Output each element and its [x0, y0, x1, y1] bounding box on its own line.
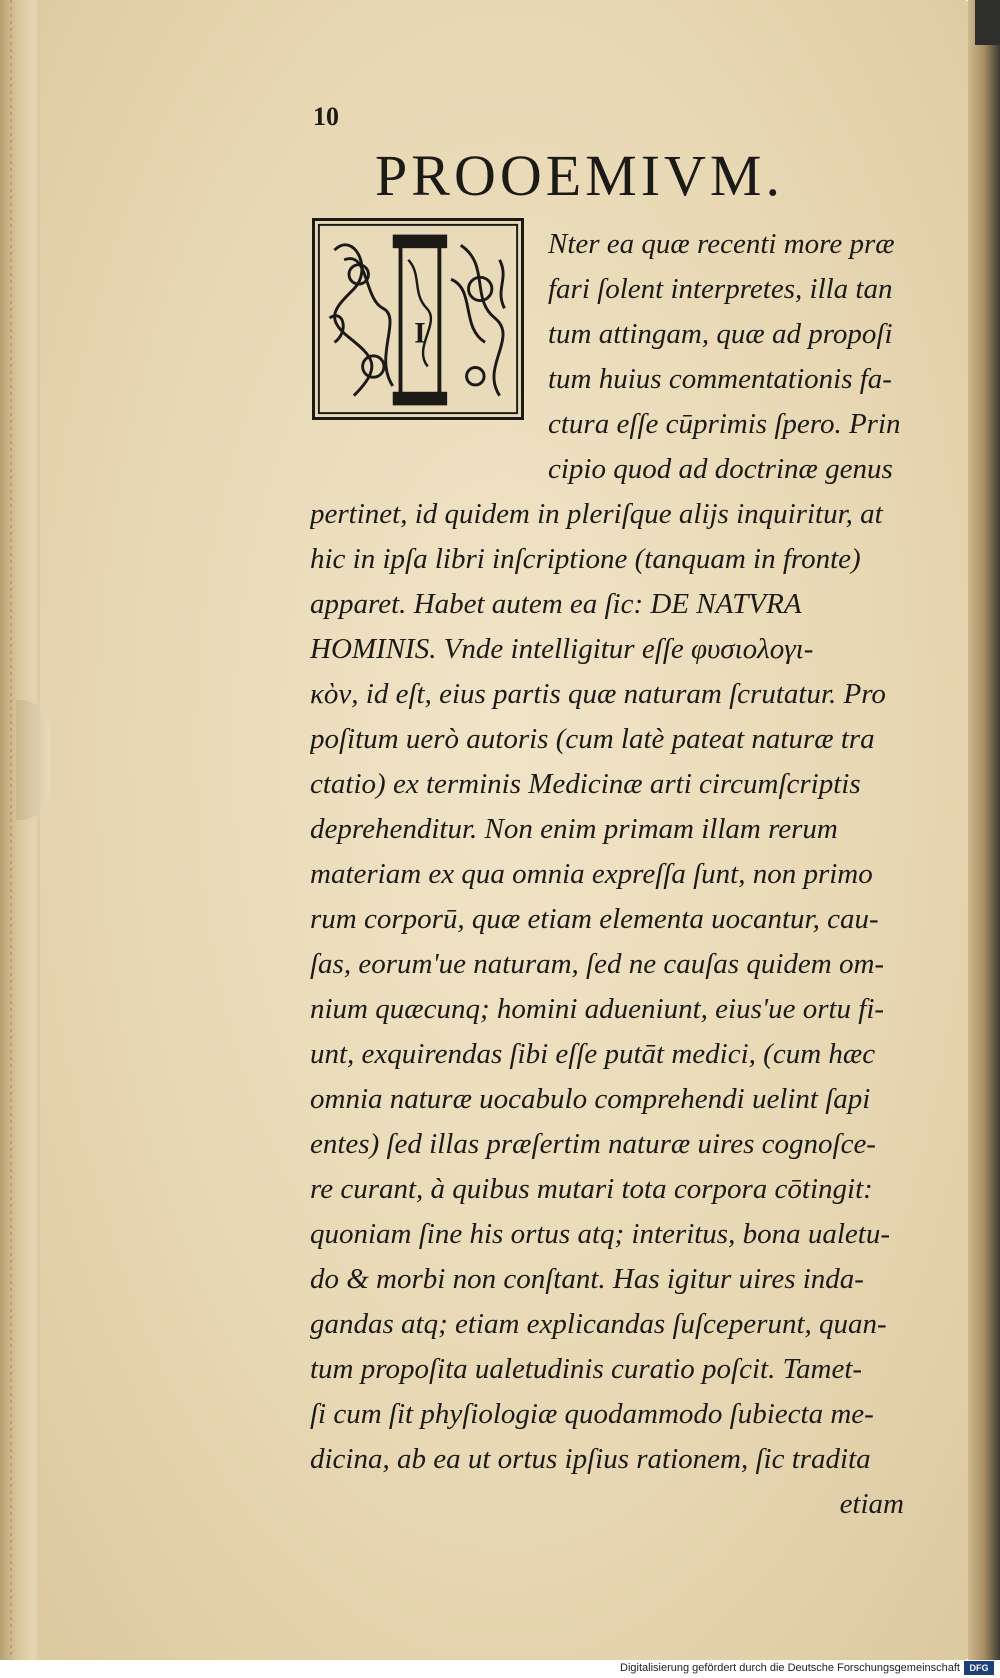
text-line: fari ſolent interpretes, illa tan: [548, 273, 893, 305]
page-heading: PROOEMIVM.: [375, 143, 784, 208]
text-line: κὸν, id eſt, eius partis quæ naturam ſcrutatur. Pro: [310, 678, 886, 710]
text-line: deprehenditur. Non enim primam illam rerum: [310, 813, 838, 845]
funding-credit: Digitalisierung gefördert durch die Deutsche Forschungsgemeinschaft: [620, 1662, 960, 1674]
text-line: ctura eſſe cūprimis ſpero. Prin: [548, 408, 901, 440]
text-line: tum huius commentationis fa-: [548, 363, 892, 395]
page-clasp: [16, 700, 50, 820]
text-line: unt, exquirendas ſibi eſſe putāt medici, (cum hæc: [310, 1038, 876, 1070]
text-line: materiam ex qua omnia expreſſa ſunt, non primo: [310, 858, 873, 890]
text-line: ſas, eorum'ue naturam, ſed ne cauſas quidem om-: [310, 948, 885, 980]
text-line: entes) ſed illas præſertim naturæ uires cognoſce-: [310, 1128, 876, 1160]
text-line: quoniam ſine his ortus atq; interitus, bona ualetu-: [310, 1218, 890, 1250]
text-line: gandas atq; etiam explicandas ſuſceperunt, quan-: [310, 1308, 887, 1340]
catchword: etiam: [839, 1488, 904, 1520]
page-number: 10: [313, 102, 339, 131]
text-line: rum corporū, quæ etiam elementa uocantur, cau-: [310, 903, 879, 935]
text-line: do & morbi non conſtant. Has igitur uires inda-: [310, 1263, 864, 1295]
page-stack-right: [968, 0, 1000, 1660]
text-line: HOMINIS. Vnde intelligitur eſſe φυσιολογι-: [310, 633, 814, 665]
text-line: nium quæcunq; homini adueniunt, eius'ue ortu fi-: [310, 993, 885, 1025]
body-text: [310, 222, 910, 1527]
text-line: omnia naturæ uocabulo comprehendi uelint ſapi: [310, 1083, 871, 1115]
text-line: pertinet, id quidem in pleriſque alijs inquiritur, at: [310, 498, 883, 530]
text-line: poſitum uerò autoris (cum latè pateat naturæ tra: [310, 723, 875, 755]
text-line: ſi cum ſit phyſiologiæ quodammodo ſubiecta me-: [310, 1398, 874, 1430]
text-line: Nter ea quæ recenti more præ: [548, 228, 895, 260]
text-line: tum attingam, quæ ad propoſi: [548, 318, 893, 350]
text-line: re curant, à quibus mutari tota corpora cōtingit:: [310, 1173, 873, 1205]
text-line: tum propoſita ualetudinis curatio poſcit. Tamet-: [310, 1353, 863, 1385]
text-line: ctatio) ex terminis Medicinæ arti circumſcriptis: [310, 768, 861, 800]
book-cover-corner: [975, 0, 1000, 45]
text-line: apparet. Habet autem ea ſic: DE NATVRA: [310, 588, 802, 620]
text-line: cipio quod ad doctrinæ genus: [548, 453, 893, 485]
text-line: hic in ipſa libri inſcriptione (tanquam in fronte): [310, 543, 861, 575]
dfg-logo: DFG: [964, 1661, 994, 1675]
initial-letter: I: [414, 317, 426, 350]
text-line: dicina, ab ea ut ortus ipſius rationem, ſic tradita: [310, 1443, 871, 1475]
